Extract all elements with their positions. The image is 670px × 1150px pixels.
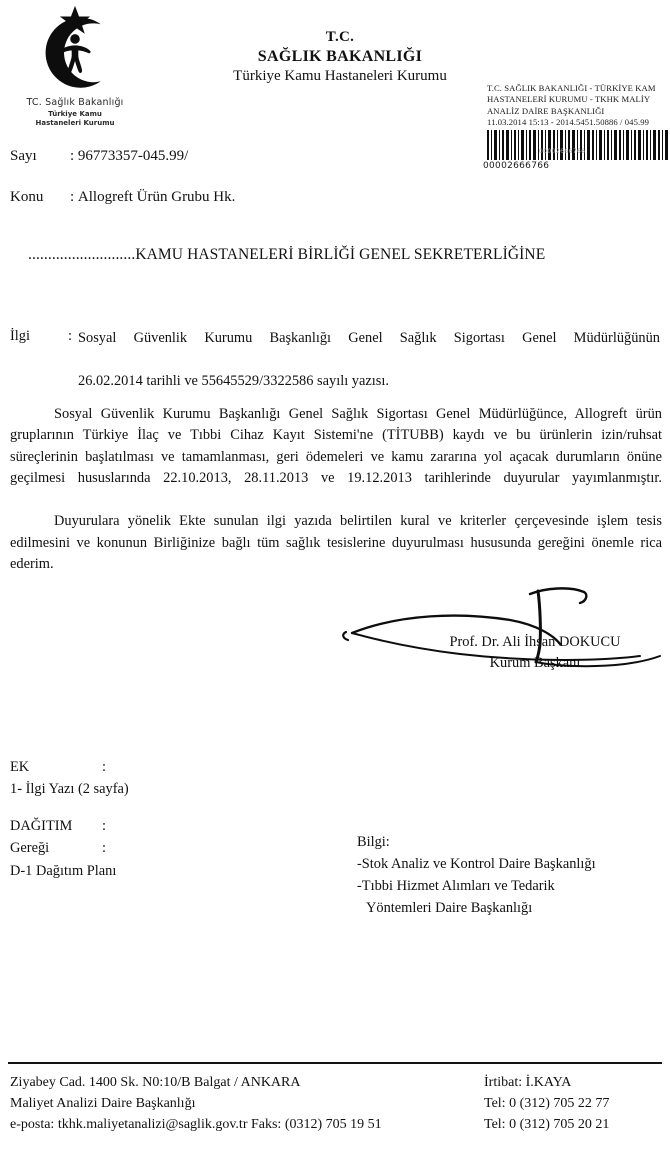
ek-header-row (10, 756, 129, 778)
konu-label: Konu (10, 189, 44, 205)
bilgi-item-1: -Stok Analiz ve Kontrol Daire Başkanlığı (357, 855, 596, 872)
footer-department: Maliyet Analizi Daire Başkanlığı (10, 1096, 196, 1111)
bilgi-item-2: -Tıbbi Hizmet Alımları ve Tedarik (357, 877, 555, 894)
body-paragraph-1: Sosyal Güvenlik Kurumu Başkanlığı Genel Sağlık Sigortası Genel Müdürlüğünce, Allogreft ürün gruplarının Türkiye İlaç ve Tıbbi Cihaz Kayıt Sistemi'ne (TİTUBB) kaydı ve bu ürünlerin izin/ruhsat süreçlerinin başlatılması ve tamamlanması, geri ödemeleri ve kamu zararına yol açacak durumların önüne geçilmesi hususlarında 22.10.2013, 28.11.2013 ve 19.12.2013 tarihlerinde duyurular yayımlanmıştır. (10, 406, 662, 487)
footer-left-block (10, 1072, 382, 1135)
attachments-block (10, 756, 129, 801)
registration-stamp (483, 83, 670, 172)
ek-label: EK (10, 759, 30, 775)
ek-colon: : (102, 759, 106, 775)
header-institution: Türkiye Kamu Hastaneleri Kurumu (233, 67, 447, 84)
barcode-icon (487, 130, 670, 160)
signatory-title: Kurum Başkanı (489, 654, 581, 671)
ek-item-1: 1- İlgi Yazı (2 sayfa) (10, 781, 129, 798)
logo-caption-line3: Hastaneleri Kurumu (35, 118, 115, 127)
bilgi-block (357, 832, 596, 920)
ilgi-text (78, 328, 660, 392)
footer-email-fax: e-posta: tkhk.maliyetanalizi@saglik.gov.tr Faks: (0312) 705 19 51 (10, 1117, 382, 1132)
ilgi-line-1: Sosyal Güvenlik Kurumu Başkanlığı Genel Sağlık Sigortası Genel Müdürlüğünün (78, 330, 660, 346)
logo-caption-ministry: TC. Sağlık Bakanlığı (26, 97, 124, 108)
bilgi-item-2-continued: Yöntemleri Daire Başkanlığı (366, 899, 533, 916)
sayi-colon: : (70, 148, 75, 164)
geregi-row (10, 837, 116, 859)
stamp-line-4: 11.03.2014 15:13 - 2014.5451.50886 / 045.99 (487, 117, 650, 128)
geregi-label: Gereği (10, 840, 50, 857)
dagitim-header-row (10, 815, 116, 837)
header-ministry: SAĞLIK BAKANLIĞI (257, 47, 423, 65)
header-tc: T.C. (325, 29, 355, 45)
footer-right-block (484, 1072, 609, 1135)
sayi-value: 96773357-045.99/ (77, 148, 189, 164)
geregi-colon: : (102, 840, 106, 857)
ilgi-reference-block (10, 328, 660, 392)
barcode-number: 00002666766 (483, 161, 550, 172)
footer-address: Ziyabey Cad. 1400 Sk. N0:10/B Balgat / ANKARA (10, 1075, 301, 1090)
barcode-bars (487, 130, 670, 160)
footer-divider (8, 1062, 662, 1064)
document-header-title (180, 28, 500, 86)
logo-caption-institution (10, 110, 140, 128)
geregi-value: D-1 Dağıtım Planı (10, 862, 117, 879)
footer-tel-1: Tel: 0 (312) 705 22 77 (484, 1096, 610, 1111)
footer-tel-2: Tel: 0 (312) 705 20 21 (484, 1117, 610, 1132)
stamp-line-2: HASTANELERİ KURUMU - TKHK MALİY (487, 94, 651, 105)
ilgi-label: İlgi (10, 328, 30, 344)
konu-value: Allogreft Ürün Grubu Hk. (77, 189, 236, 205)
dagitim-colon: : (102, 818, 106, 834)
sayi-field-row (10, 148, 188, 165)
logo-caption-line2: Türkiye Kamu (48, 110, 102, 118)
konu-field-row (10, 189, 235, 206)
bilgi-label: Bilgi: (357, 834, 390, 850)
distribution-block (10, 815, 116, 882)
konu-colon: : (70, 189, 75, 205)
sayi-label: Sayı (10, 148, 37, 164)
ilgi-line-2: 26.02.2014 tarihli ve 55645529/3322586 sayılı yazısı. (78, 372, 389, 389)
recipient-line: ...........................KAMU HASTANELERİ BİRLİĞİ GENEL SEKRETERLİĞİNE (28, 246, 546, 263)
signature-block (400, 632, 670, 674)
document-body (10, 404, 662, 576)
ministry-logo-block (10, 4, 140, 128)
signatory-name: Prof. Dr. Ali İhsan DOKUCU (449, 634, 621, 650)
footer-contact: İrtibat: İ.KAYA (484, 1075, 572, 1090)
turkish-ministry-of-health-logo-icon (29, 4, 121, 96)
stamp-line-1: T.C. SAĞLIK BAKANLIĞI - TÜRKİYE KAM (487, 83, 656, 93)
dagitim-label: DAĞITIM (10, 818, 73, 834)
body-paragraph-2: Duyurulara yönelik Ekte sunulan ilgi yazıda belirtilen kural ve kriterler çerçevesinde işlem tesis edilmesini ve konunun Birliğinize bağlı tüm sağlık tesislerine duyurulması hususunda gereğini önemle rica ederim. (10, 513, 662, 573)
barcode-inline-label: 00002666766 (539, 148, 586, 156)
stamp-line-3: ANALİZ DAİRE BAŞKANLIĞI (487, 105, 605, 116)
ilgi-colon: : (68, 328, 72, 344)
